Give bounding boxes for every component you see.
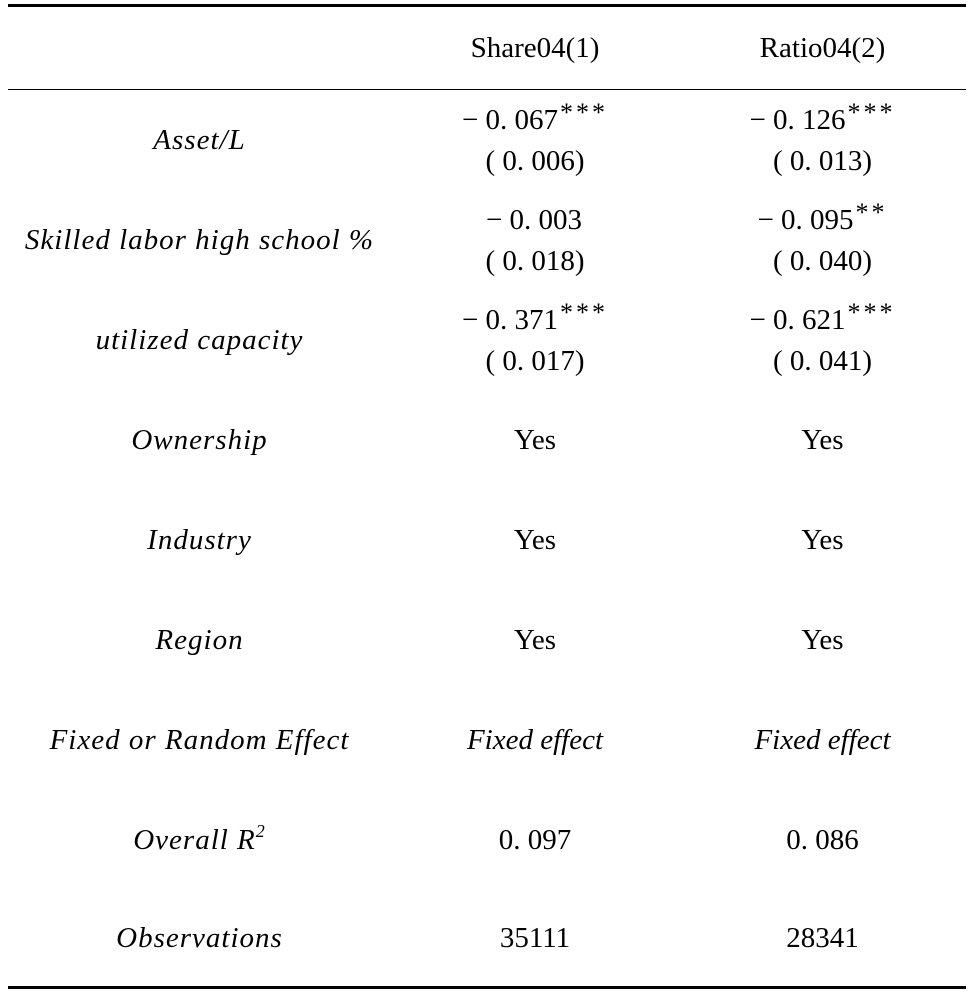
table-row-industry	[8, 490, 966, 590]
ratio04-cell: Fixed effect	[754, 723, 891, 756]
ratio04-cell: Yes	[801, 423, 844, 456]
ratio04-cell: 0. 086	[786, 823, 859, 856]
table-row-observations	[8, 890, 966, 986]
standard-error: ( 0. 017)	[485, 344, 585, 377]
r2-label-text: Overall R	[133, 823, 256, 856]
ratio04-cell: Yes	[801, 623, 844, 656]
significance-stars: ***	[847, 297, 896, 327]
significance-stars: ***	[560, 297, 609, 327]
row-label: Region	[155, 623, 244, 656]
table-row-asset-l	[8, 90, 966, 190]
coefficient: − 0. 003	[485, 203, 583, 236]
row-label: Industry	[147, 523, 252, 556]
standard-error: ( 0. 018)	[485, 244, 585, 277]
row-label: Asset/L	[153, 123, 246, 156]
row-label: utilized capacity	[95, 323, 304, 356]
standard-error: ( 0. 013)	[772, 144, 873, 177]
ratio04-cell	[679, 197, 966, 281]
coefficient: − 0. 371	[461, 303, 559, 336]
standard-error: ( 0. 040)	[772, 244, 873, 277]
table-row-utilized-capacity	[8, 290, 966, 390]
regression-table	[8, 4, 966, 989]
ratio04-cell	[679, 97, 966, 181]
ratio04-cell: Yes	[801, 523, 844, 556]
share04-cell	[391, 97, 679, 181]
r2-superscript: 2	[255, 820, 266, 841]
significance-stars: ***	[560, 97, 609, 127]
header-share04: Share04(1)	[470, 31, 600, 64]
share04-cell: Yes	[513, 523, 557, 556]
row-label: Ownership	[131, 423, 268, 456]
significance-stars: **	[855, 197, 888, 227]
coefficient: − 0. 126	[749, 103, 846, 136]
share04-cell: 0. 097	[498, 823, 572, 856]
table-row-effect	[8, 690, 966, 790]
share04-cell	[391, 200, 679, 281]
table-row-region	[8, 590, 966, 690]
row-label	[8, 820, 391, 857]
share04-cell: Yes	[513, 623, 557, 656]
standard-error: ( 0. 006)	[485, 144, 585, 177]
table-row-overall-r2	[8, 790, 966, 890]
row-label: Fixed or Random Effect	[49, 723, 350, 756]
share04-cell: Yes	[513, 423, 557, 456]
coefficient: − 0. 067	[461, 103, 559, 136]
significance-stars: ***	[847, 97, 896, 127]
standard-error: ( 0. 041)	[772, 344, 873, 377]
ratio04-cell: 28341	[786, 921, 859, 954]
share04-cell: 35111	[499, 921, 571, 954]
header-row	[8, 7, 966, 89]
ratio04-cell	[679, 297, 966, 381]
table-row-ownership	[8, 390, 966, 490]
row-label: Observations	[116, 921, 283, 954]
bottom-rule	[8, 986, 966, 989]
coefficient: − 0. 621	[749, 303, 846, 336]
row-label: Skilled labor high school %	[24, 223, 375, 256]
share04-cell	[391, 297, 679, 381]
table-row-skilled-labor	[8, 190, 966, 290]
header-ratio04: Ratio04(2)	[759, 31, 886, 64]
coefficient: − 0. 095	[757, 203, 854, 236]
share04-cell: Fixed effect	[466, 723, 604, 756]
